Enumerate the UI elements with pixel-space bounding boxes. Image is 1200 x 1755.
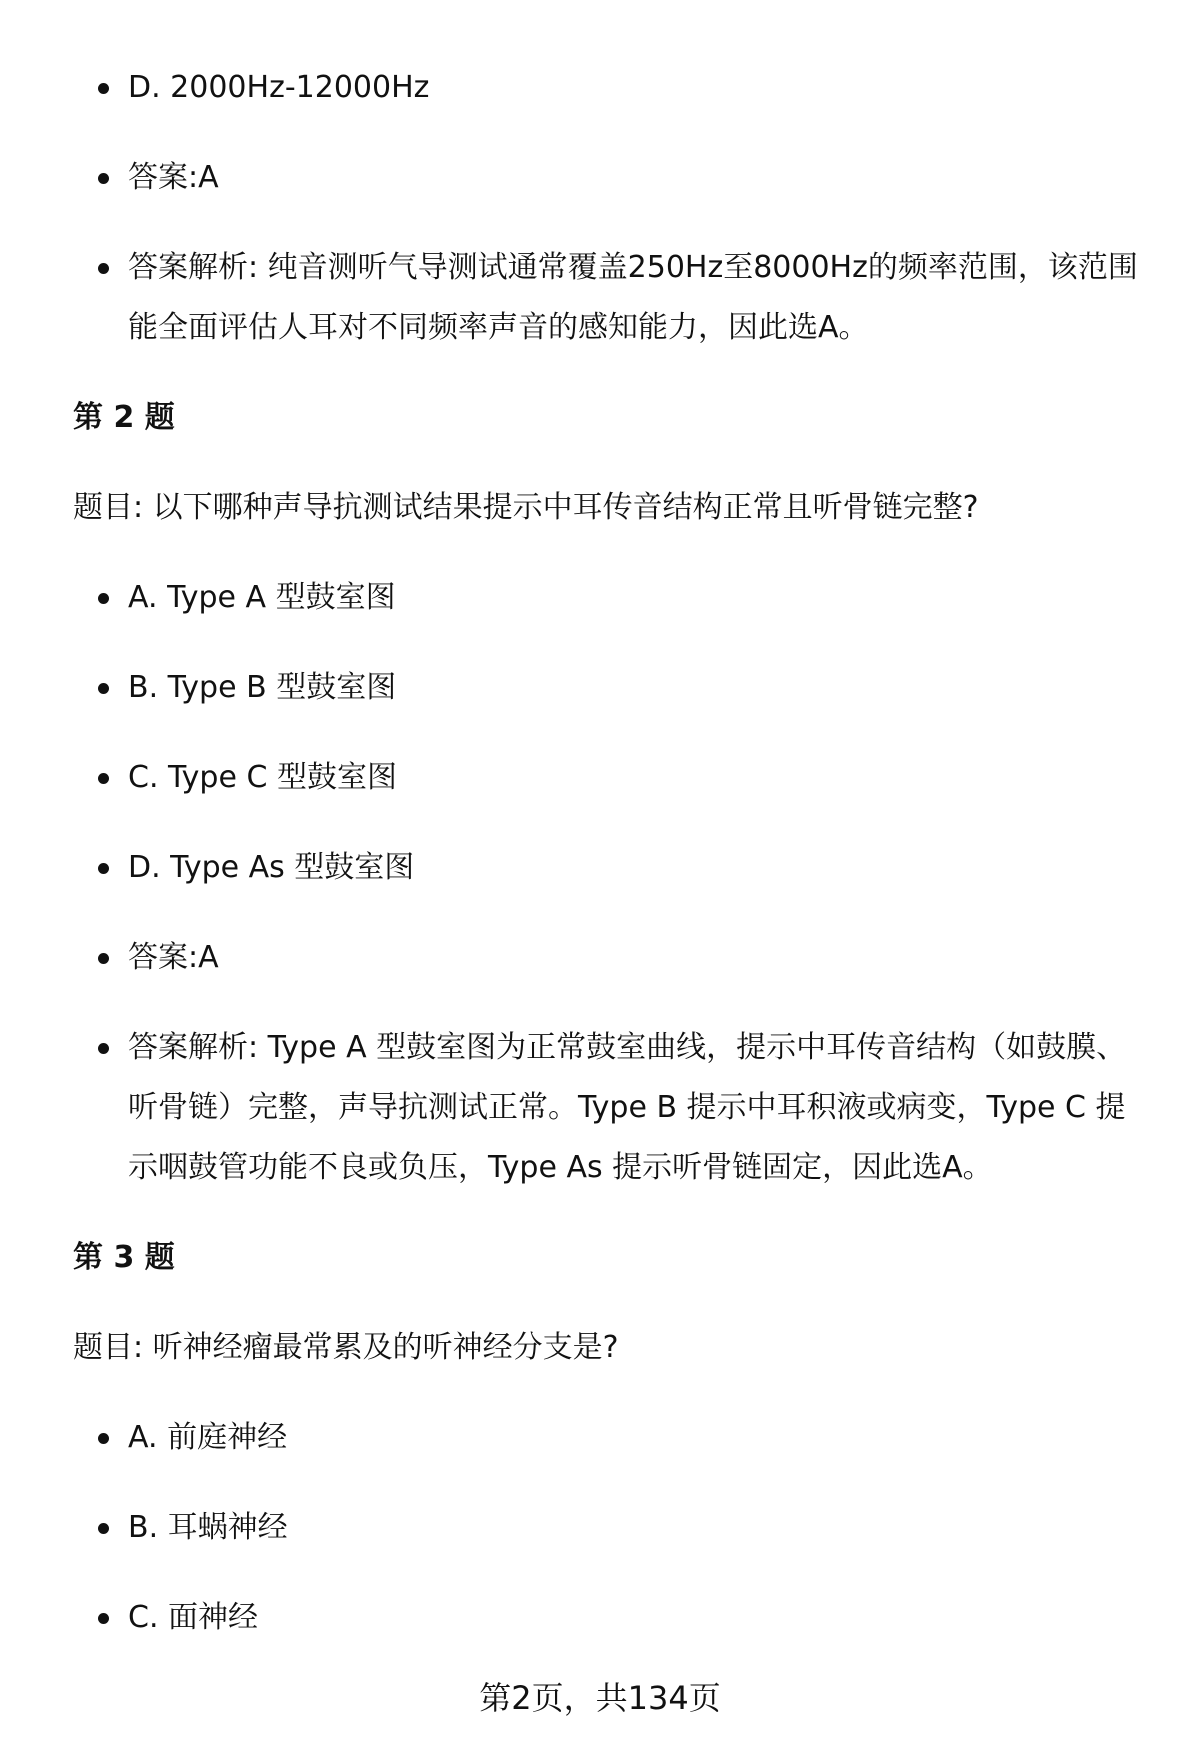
bullet-icon [98,953,109,964]
option-text: A. 前庭神经 [128,1420,288,1455]
page-footer: 第2页，共134页 [479,1679,721,1717]
option-d [0,838,1200,898]
answer-explanation [0,238,1200,358]
question-2 [0,388,1200,1198]
bullet-icon [98,83,109,94]
question-1-tail [0,58,1200,358]
bullet-icon [98,863,109,874]
option-text: A. Type A 型鼓室图 [128,580,396,615]
bullet-icon [98,1043,109,1054]
question-prompt: 题目: 听神经瘤最常累及的听神经分支是? [73,1330,619,1365]
question-heading: 第 2 题 [73,400,175,435]
bullet-icon [98,773,109,784]
option-text: C. Type C 型鼓室图 [128,760,397,795]
answer-text: 答案:A [128,160,219,195]
option-text: B. Type B 型鼓室图 [128,670,397,705]
bullet-icon [98,683,109,694]
option-b [0,658,1200,718]
option-c [0,748,1200,808]
bullet-icon [98,173,109,184]
bullet-icon [98,1433,109,1444]
answer-text: 答案:A [128,940,219,975]
bullet-icon [98,263,109,274]
bullet-icon [98,1523,109,1534]
bullet-icon [98,1613,109,1624]
answer [0,148,1200,208]
option-text: B. 耳蜗神经 [128,1510,288,1545]
option-text: D. 2000Hz-12000Hz [128,70,430,105]
option-text: D. Type As 型鼓室图 [128,850,415,885]
explanation-text: 答案解析: 纯音测听气导测试通常覆盖250Hz至8000Hz的频率范围，该范围能全面评估人耳对不同频率声音的感知能力，因此选A。 [128,250,1138,345]
option-d [0,58,1200,118]
option-a [0,1408,1200,1468]
option-b [0,1498,1200,1558]
question-heading: 第 3 题 [73,1240,175,1275]
explanation-text: 答案解析: Type A 型鼓室图为正常鼓室曲线，提示中耳传音结构（如鼓膜、听骨链）完整，声导抗测试正常。Type B 提示中耳积液或病变，Type C 提示咽鼓管功能不良或负压，Type As 提示听骨链固定，因此选A。 [128,1030,1127,1185]
option-text: C. 面神经 [128,1600,259,1635]
option-a [0,568,1200,628]
option-c [0,1588,1200,1648]
question-3 [0,1228,1200,1648]
answer [0,928,1200,988]
bullet-icon [98,593,109,604]
question-prompt: 题目: 以下哪种声导抗测试结果提示中耳传音结构正常且听骨链完整? [73,490,979,525]
answer-explanation [0,1018,1200,1198]
